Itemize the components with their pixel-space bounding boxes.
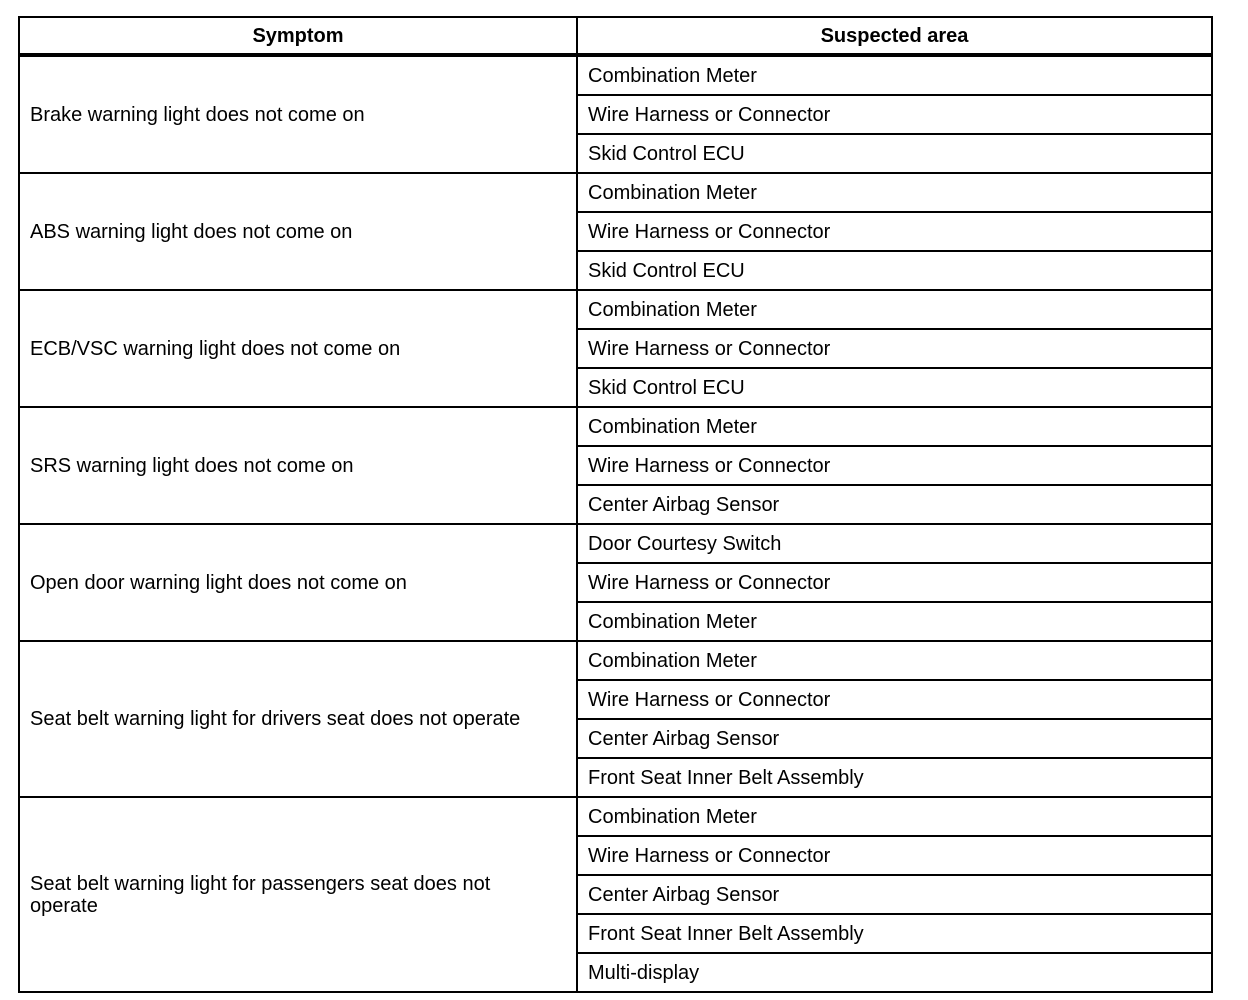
- suspected-area-cell: Combination Meter: [577, 173, 1212, 212]
- suspected-area-cell: Skid Control ECU: [577, 134, 1212, 173]
- table-row: [19, 290, 1212, 329]
- suspected-area-cell: Combination Meter: [577, 55, 1212, 95]
- symptom-cell: ECB/VSC warning light does not come on: [19, 290, 577, 407]
- suspected-area-column-header: Suspected area: [577, 17, 1212, 55]
- symptom-cell: SRS warning light does not come on: [19, 407, 577, 524]
- suspected-area-cell: Door Courtesy Switch: [577, 524, 1212, 563]
- suspected-area-cell: Wire Harness or Connector: [577, 563, 1212, 602]
- suspected-area-cell: Skid Control ECU: [577, 368, 1212, 407]
- suspected-area-cell: Combination Meter: [577, 290, 1212, 329]
- suspected-area-cell: Wire Harness or Connector: [577, 680, 1212, 719]
- table-row: [19, 173, 1212, 212]
- symptom-cell: ABS warning light does not come on: [19, 173, 577, 290]
- suspected-area-cell: Center Airbag Sensor: [577, 875, 1212, 914]
- symptom-cell: Brake warning light does not come on: [19, 55, 577, 173]
- suspected-area-cell: Combination Meter: [577, 602, 1212, 641]
- suspected-area-cell: Wire Harness or Connector: [577, 212, 1212, 251]
- table-row: [19, 524, 1212, 563]
- table-body: [19, 55, 1212, 992]
- suspected-area-cell: Combination Meter: [577, 407, 1212, 446]
- suspected-area-cell: Wire Harness or Connector: [577, 446, 1212, 485]
- table-row: [19, 407, 1212, 446]
- symptom-column-header: Symptom: [19, 17, 577, 55]
- symptom-cell: Seat belt warning light for passengers seat does not operate: [19, 797, 577, 992]
- suspected-area-cell: Front Seat Inner Belt Assembly: [577, 914, 1212, 953]
- suspected-area-cell: Wire Harness or Connector: [577, 95, 1212, 134]
- suspected-area-cell: Wire Harness or Connector: [577, 329, 1212, 368]
- header-row: [19, 17, 1212, 55]
- table-header: [19, 17, 1212, 55]
- suspected-area-cell: Combination Meter: [577, 641, 1212, 680]
- suspected-area-cell: Center Airbag Sensor: [577, 719, 1212, 758]
- problem-symptoms-table: [18, 16, 1213, 993]
- suspected-area-cell: Multi-display: [577, 953, 1212, 992]
- suspected-area-cell: Skid Control ECU: [577, 251, 1212, 290]
- table-row: [19, 641, 1212, 680]
- suspected-area-cell: Front Seat Inner Belt Assembly: [577, 758, 1212, 797]
- suspected-area-cell: Center Airbag Sensor: [577, 485, 1212, 524]
- suspected-area-cell: Combination Meter: [577, 797, 1212, 836]
- table-row: [19, 55, 1212, 95]
- table-row: [19, 797, 1212, 836]
- symptom-cell: Open door warning light does not come on: [19, 524, 577, 641]
- symptom-cell: Seat belt warning light for drivers seat does not operate: [19, 641, 577, 797]
- suspected-area-cell: Wire Harness or Connector: [577, 836, 1212, 875]
